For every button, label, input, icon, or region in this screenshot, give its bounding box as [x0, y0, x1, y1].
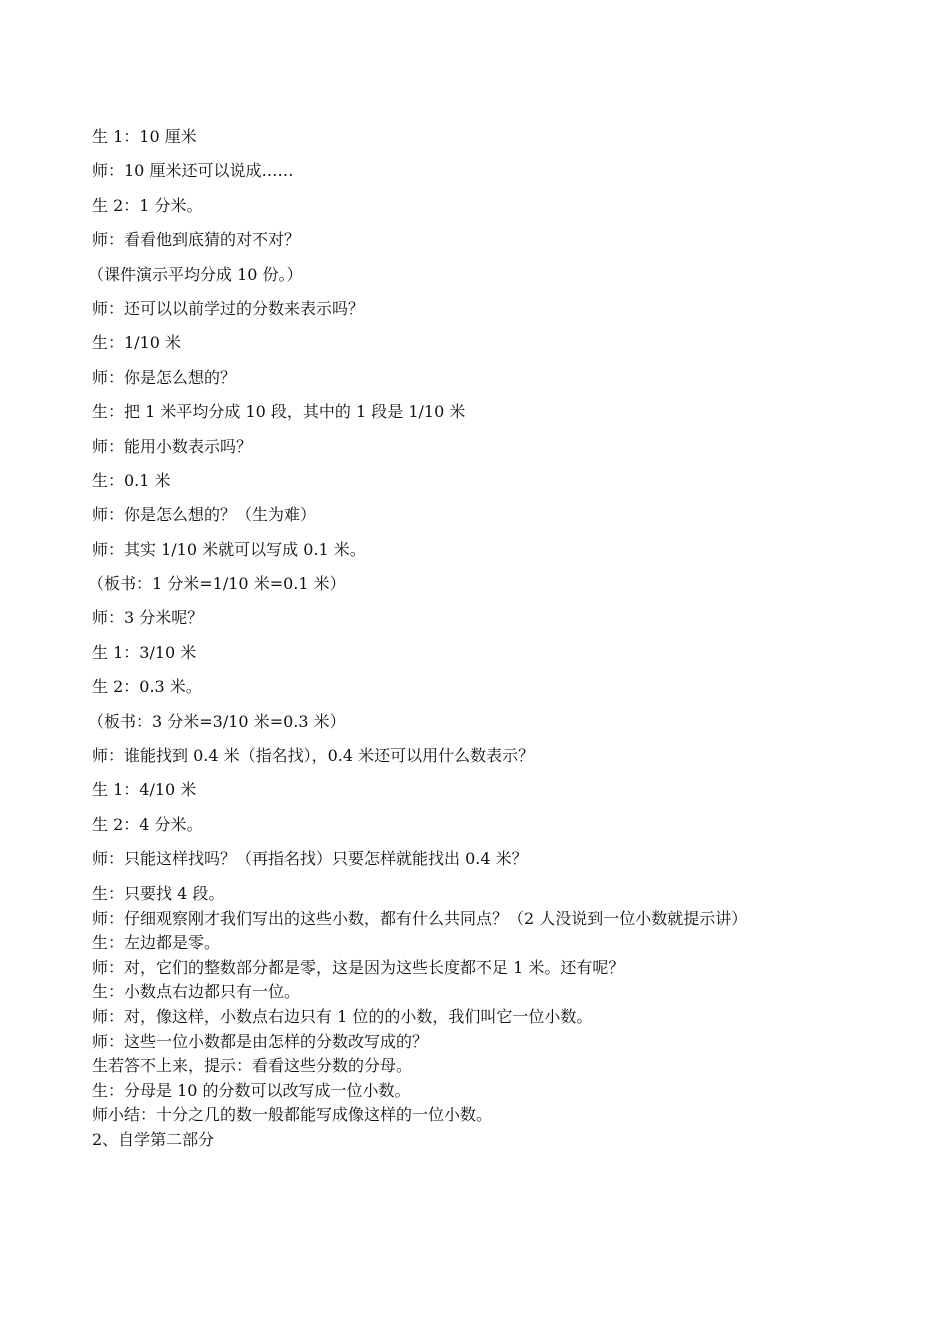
dialogue-line: 师小结：十分之几的数一般都能写成像这样的一位小数。 — [92, 1105, 493, 1125]
dialogue-line: 师：谁能找到 0.4 米（指名找），0.4 米还可以用什么数表示？ — [92, 746, 535, 766]
board-note-line: （板书：3 分米=3/10 米=0.3 米） — [88, 711, 346, 731]
stage-note-line: （课件演示平均分成 10 份。） — [88, 264, 303, 284]
dialogue-line: 生：只要找 4 段。 — [92, 884, 225, 903]
dialogue-line: 师：其实 1/10 米就可以写成 0.1 米。 — [92, 539, 366, 559]
dialogue-line: 师：只能这样找吗？（再指名找）只要怎样就能找出 0.4 米？ — [92, 849, 528, 869]
dialogue-line: 师：能用小数表示吗？ — [92, 436, 253, 456]
dialogue-line: 师：这些一位小数都是由怎样的分数改写成的？ — [92, 1031, 429, 1051]
dialogue-line: 生：分母是 10 的分数可以改写成一位小数。 — [92, 1080, 411, 1100]
dialogue-line: 师：仔细观察刚才我们写出的这些小数，都有什么共同点？（2 人没说到一位小数就提示讲） — [92, 908, 748, 928]
dialogue-line: 师：看看他到底猜的对不对？ — [92, 230, 301, 250]
dialogue-line: 师：你是怎么想的？（生为难） — [92, 505, 317, 525]
dialogue-line: 生：把 1 米平均分成 10 段，其中的 1 段是 1/10 米 — [92, 402, 466, 422]
board-note-line: （板书：1 分米=1/10 米=0.1 米） — [88, 574, 346, 594]
dialogue-line: 生：1/10 米 — [92, 333, 182, 353]
dialogue-line: 生 1：10 厘米 — [92, 127, 197, 146]
dialogue-line: 师：你是怎么想的？ — [92, 367, 237, 387]
dialogue-line: 生若答不上来，提示：看看这些分数的分母。 — [92, 1056, 413, 1076]
dialogue-line: 师：3 分米呢？ — [92, 608, 204, 628]
dialogue-line: 生 2：4 分米。 — [92, 814, 203, 834]
dialogue-line: 师：还可以以前学过的分数来表示吗？ — [92, 298, 365, 318]
dialogue-line: 生 1：4/10 米 — [92, 780, 197, 800]
dialogue-line: 生 2：1 分米。 — [92, 195, 203, 215]
dialogue-line: 生：小数点右边都只有一位。 — [92, 982, 301, 1002]
dialogue-line: 生 1：3/10 米 — [92, 642, 197, 662]
dialogue-section-upper — [88, 120, 912, 877]
dialogue-line: 生：0.1 米 — [92, 470, 171, 490]
dialogue-line: 生：左边都是零。 — [92, 933, 221, 953]
dialogue-section-lower — [92, 882, 932, 1153]
dialogue-line: 生 2：0.3 米。 — [92, 677, 202, 697]
dialogue-line: 师：10 厘米还可以说成…… — [92, 161, 294, 181]
dialogue-line: 师：对，像这样，小数点右边只有 1 位的的小数，我们叫它一位小数。 — [92, 1006, 593, 1026]
section-heading: 2、自学第二部分 — [92, 1129, 215, 1149]
dialogue-line: 师：对，它们的整数部分都是零，这是因为这些长度都不足 1 米。还有呢？ — [92, 957, 625, 977]
